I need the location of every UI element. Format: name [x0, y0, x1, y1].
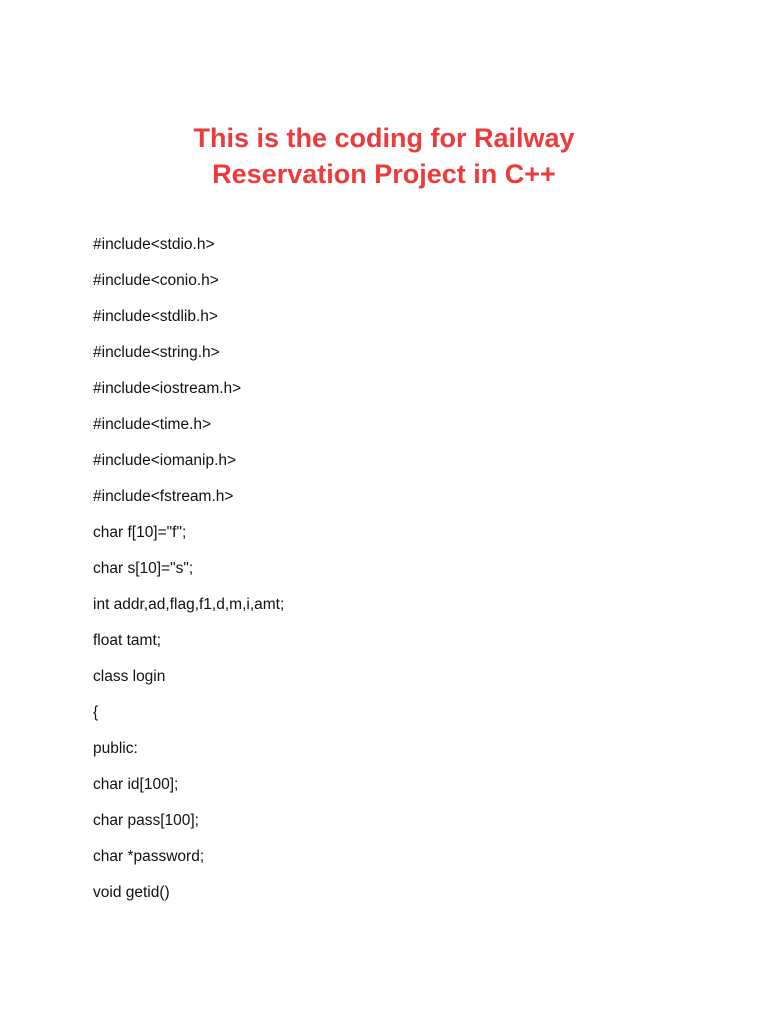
code-line: char f[10]="f";	[93, 524, 187, 541]
code-line: int addr,ad,flag,f1,d,m,i,amt;	[93, 596, 285, 613]
code-line: char id[100];	[93, 776, 179, 793]
code-line: #include<conio.h>	[93, 272, 219, 289]
code-line: class login	[93, 668, 166, 685]
code-line: {	[93, 704, 99, 721]
code-line: #include<string.h>	[93, 344, 220, 361]
code-line: #include<iomanip.h>	[93, 452, 237, 469]
code-line: #include<iostream.h>	[93, 380, 242, 397]
code-line: char s[10]="s";	[93, 560, 194, 577]
title-line-1: This is the coding for Railway	[193, 123, 575, 153]
code-listing	[93, 234, 713, 918]
code-line: char pass[100];	[93, 812, 199, 829]
code-line: void getid()	[93, 884, 170, 901]
code-line: public:	[93, 740, 138, 757]
code-line: #include<fstream.h>	[93, 488, 234, 505]
title-line-2: Reservation Project in C++	[212, 159, 556, 189]
code-line: #include<time.h>	[93, 416, 212, 433]
code-line: #include<stdlib.h>	[93, 308, 218, 325]
code-line: #include<stdio.h>	[93, 236, 215, 253]
code-line: char *password;	[93, 848, 205, 865]
document-title	[0, 120, 768, 192]
code-line: float tamt;	[93, 632, 162, 649]
